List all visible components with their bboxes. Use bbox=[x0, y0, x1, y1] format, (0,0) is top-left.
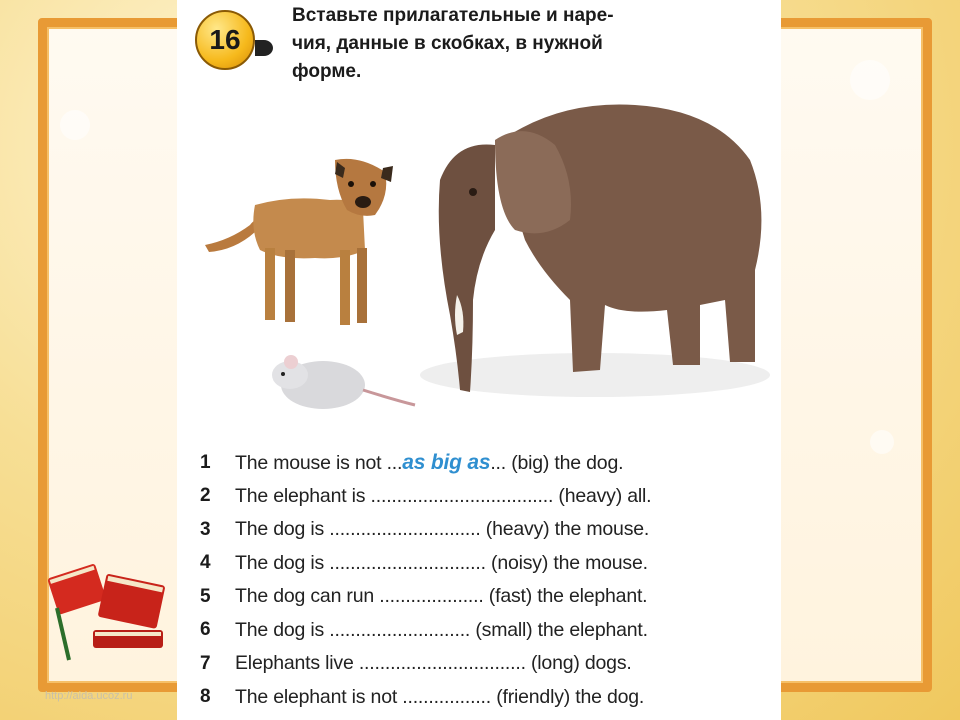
sentence-suffix: ... (big) the dog. bbox=[490, 451, 624, 474]
sentence-text: The elephant is ................................... (heavy) all. bbox=[235, 484, 652, 507]
instruction-line: чия, данные в скобках, в нужной bbox=[292, 33, 603, 54]
sentence-text: The dog is ........................... (small) the elephant. bbox=[235, 618, 648, 641]
animals-illustration bbox=[195, 100, 775, 430]
sentence-number: 6 bbox=[200, 619, 211, 641]
sentence-row bbox=[200, 480, 770, 514]
sentence-text: The dog is .............................. (noisy) the mouse. bbox=[235, 551, 648, 574]
dog-image bbox=[205, 159, 393, 325]
sentence-text: The dog can run .................... (fast) the elephant. bbox=[235, 585, 648, 608]
sentence-text: Elephants live ................................ (long) dogs. bbox=[235, 652, 632, 675]
sentence-number: 8 bbox=[200, 686, 211, 708]
mouse-image bbox=[272, 355, 415, 409]
sentence-number: 5 bbox=[200, 585, 211, 607]
decor-sparkle bbox=[60, 110, 90, 140]
decor-sparkle bbox=[850, 60, 890, 100]
sentence-row bbox=[200, 614, 770, 648]
sentence-number: 7 bbox=[200, 652, 211, 674]
sentence-row bbox=[200, 580, 770, 614]
sentence-row bbox=[200, 513, 770, 547]
exercise-number-badge: 16 bbox=[195, 10, 255, 70]
sentence-text bbox=[235, 451, 623, 475]
sentence-number: 1 bbox=[200, 451, 211, 473]
sentence-text: The elephant is not ................. (friendly) the dog. bbox=[235, 685, 645, 708]
elephant-image bbox=[439, 105, 762, 393]
decor-sparkle bbox=[870, 430, 894, 454]
sentence-prefix: The mouse is not ... bbox=[235, 451, 403, 474]
books-clipart bbox=[45, 548, 175, 668]
sentence-row bbox=[200, 446, 770, 480]
sentence-row bbox=[200, 647, 770, 681]
sentence-list bbox=[200, 446, 770, 714]
sentence-number: 2 bbox=[200, 485, 211, 507]
sentence-text: The dog is ............................. (heavy) the mouse. bbox=[235, 518, 650, 541]
sentence-number: 4 bbox=[200, 552, 211, 574]
exercise-instruction bbox=[292, 2, 752, 86]
example-answer: as big as bbox=[402, 450, 491, 474]
instruction-line: Вставьте прилагательные и наре- bbox=[292, 5, 614, 26]
sentence-number: 3 bbox=[200, 518, 211, 540]
badge-shadow bbox=[255, 40, 273, 56]
instruction-line: форме. bbox=[292, 61, 362, 82]
watermark-url: http://aida.ucoz.ru bbox=[45, 690, 133, 702]
sentence-row bbox=[200, 681, 770, 715]
sentence-row bbox=[200, 547, 770, 581]
